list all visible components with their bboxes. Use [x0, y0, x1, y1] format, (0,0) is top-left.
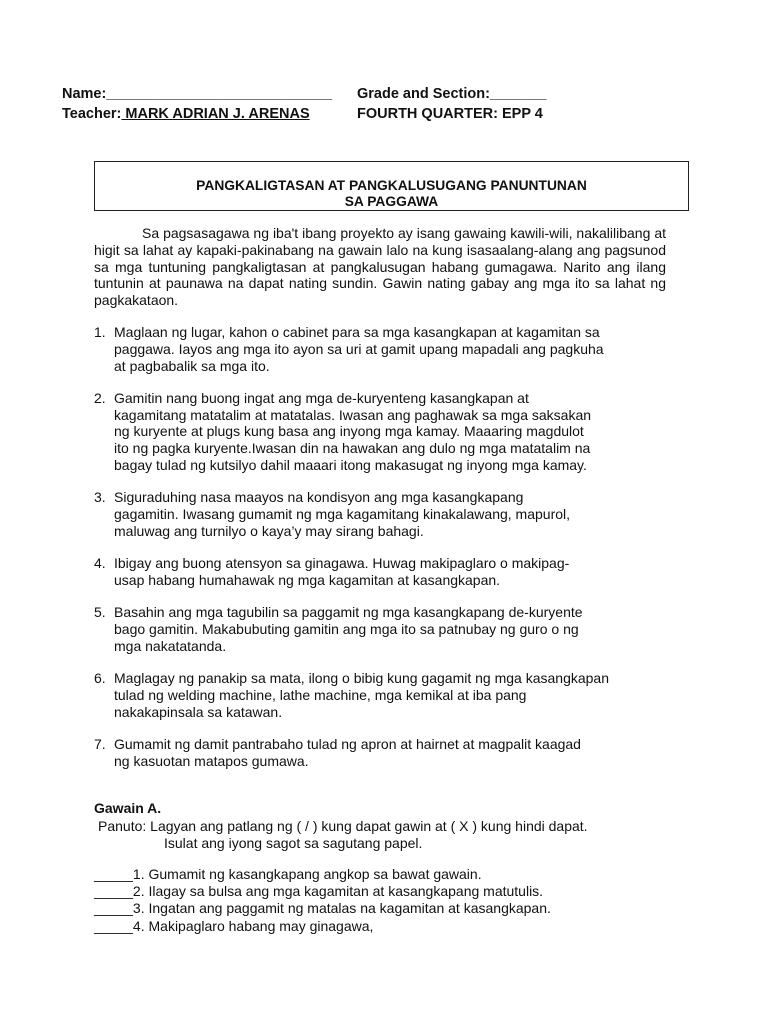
- intro-paragraph: Sa pagsasagawa ng iba't ibang proyekto ay isang gawaing kawili-wili, nakalilibang at higit sa lahat ay kapaki-pakinabang na gawain lalo na kung isasaalang-alang ang pagsunod sa mga tuntuning pangkaligtasan at pangkalusugan habang gumagawa. Narito ang ilang tuntunin at paunawa na dapat nating sundin. Gawin nating gabay ang mga ito sa lahat ng pagkakataon.: [94, 225, 666, 309]
- activity-item: _____4. Makipaglaro habang may ginagawa,: [94, 917, 374, 934]
- rule-line: Basahin ang mga tagubilin sa paggamit ng mga kasangkapang de-kuryente: [114, 604, 583, 621]
- rule-number: 5.: [94, 604, 106, 621]
- rule-item: [94, 390, 674, 474]
- quarter-label: FOURTH QUARTER: EPP 4: [357, 106, 543, 122]
- rule-item: [94, 555, 674, 589]
- teacher-name: MARK ADRIAN J. ARENAS: [121, 106, 310, 122]
- rules-list: [94, 324, 674, 785]
- grade-section-label: Grade and Section:_______: [357, 86, 547, 102]
- gawain-title: Gawain A.: [94, 800, 162, 816]
- rule-number: 2.: [94, 389, 106, 406]
- rule-line: maluwag ang turnilyo o kaya’y may sirang bahagi.: [114, 522, 424, 539]
- rule-line: gagamitin. Iwasang gumamit ng mga kagamitang kinakalawang, mapurol,: [114, 506, 571, 523]
- rule-line: Gumamit ng damit pantrabaho tulad ng apron at hairnet at magpalit kaagad: [114, 736, 581, 753]
- rule-number: 4.: [94, 555, 106, 572]
- panuto-line-2: Isulat ang iyong sagot sa sagutang papel.: [164, 834, 423, 851]
- rule-line: bago gamitin. Makabubuting gamitin ang mga ito sa patnubay ng guro o ng: [114, 621, 579, 638]
- rule-number: 3.: [94, 489, 106, 506]
- rule-line: Siguraduhing nasa maayos na kondisyon ang mga kasangkapang: [114, 489, 524, 506]
- activity-item: _____1. Gumamit ng kasangkapang angkop sa bawat gawain.: [94, 866, 482, 882]
- rule-line: bagay tulad ng kutsilyo dahil maaari itong makasugat ng inyong mga kamay.: [114, 457, 587, 474]
- rule-line: ng kasuotan matapos gumawa.: [114, 752, 309, 769]
- name-label: Name:____________________________: [62, 86, 333, 102]
- title-line-1: PANGKALIGTASAN AT PANGKALUSUGANG PANUNTUNAN: [196, 178, 587, 193]
- rule-line: Ibigay ang buong atensyon sa ginagawa. Huwag makipaglaro o makipag-: [114, 555, 570, 572]
- title-box: [94, 161, 689, 211]
- rule-line: ito ng pagka kuryente.Iwasan din na hawakan ang dulo ng mga matatalim na: [114, 440, 591, 457]
- rule-line: Maglaan ng lugar, kahon o cabinet para sa mga kasangkapan at kagamitan sa: [114, 324, 600, 340]
- rule-line: Gamitin nang buong ingat ang mga de-kuryenteng kasangkapan at: [114, 389, 529, 406]
- activity-items: [94, 866, 551, 935]
- rule-line: kagamitang matatalim at matatalas. Iwasan ang paghawak sa mga saksakan: [114, 406, 592, 423]
- title-line-2: SA PAGGAWA: [344, 194, 439, 209]
- activity-item: _____2. Ilagay sa bulsa ang mga kagamitan at kasangkapang matutulis.: [94, 883, 544, 900]
- panuto: [98, 818, 658, 852]
- rule-line: mga nakatatanda.: [114, 637, 227, 654]
- teacher-label: Teacher:: [62, 106, 122, 122]
- rule-item: [94, 324, 674, 374]
- rule-item: [94, 604, 674, 654]
- rule-item: [94, 736, 674, 770]
- teacher-field: [62, 106, 310, 122]
- rule-line: paggawa. Iayos ang mga ito ayon sa uri at gamit upang mapadali ang pagkuha: [114, 340, 604, 357]
- rule-line: Maglagay ng panakip sa mata, ilong o bibig kung gagamit ng mga kasangkapan: [114, 670, 609, 687]
- rule-line: ng kuryente at plugs kung basa ang inyong mga kamay. Maaaring magdulot: [114, 423, 584, 440]
- rule-number: 6.: [94, 670, 106, 687]
- rule-item: [94, 489, 674, 539]
- rule-line: tulad ng welding machine, lathe machine, mga kemikal at iba pang: [114, 687, 527, 704]
- activity-item: _____3. Ingatan ang paggamit ng matalas na kagamitan at kasangkapan.: [94, 900, 551, 917]
- rule-line: nakakapinsala sa katawan.: [114, 703, 283, 720]
- rule-number: 7.: [94, 736, 106, 753]
- grade-section-field: [357, 86, 546, 102]
- rule-item: [94, 670, 674, 720]
- name-field: [62, 86, 332, 102]
- rule-line: at pagbabalik sa mga ito.: [114, 357, 270, 374]
- panuto-line-1: Panuto: Lagyan ang patlang ng ( / ) kung dapat gawin at ( X ) kung hindi dapat.: [98, 818, 588, 834]
- rule-line: usap habang humahawak ng mga kagamitan at kasangkapan.: [114, 572, 501, 589]
- rule-number: 1.: [94, 324, 106, 340]
